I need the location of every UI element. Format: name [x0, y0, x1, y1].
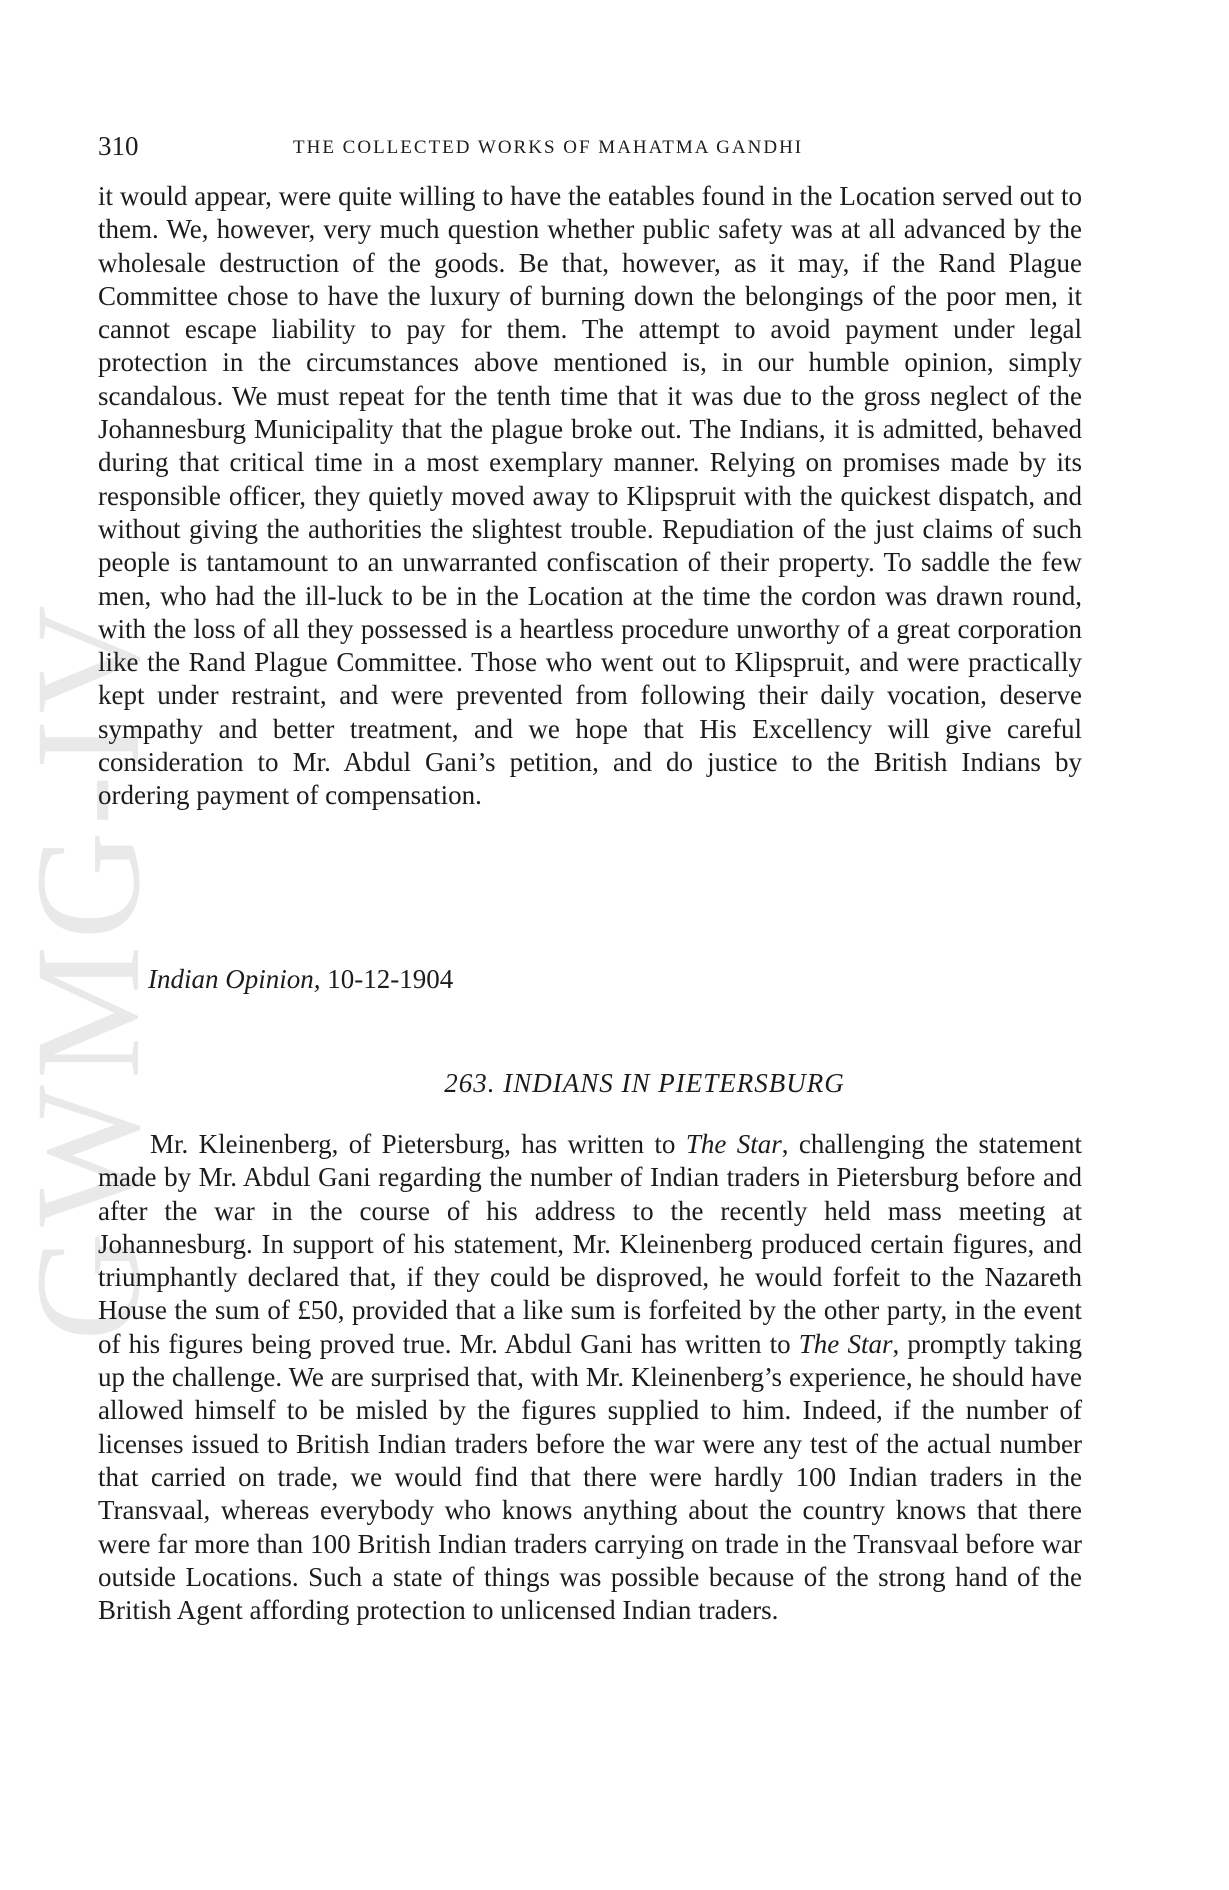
watermark-text: GWMG-IV — [5, 599, 171, 1341]
para-text-3: , promptly taking up the challenge. We are surprised that, with Mr. Kleinenberg’s experience, he should have allowed himself to be misled by the figures supplied to him. Indeed, if the number of licenses issued to British Indian traders before the war were any test of the actual number that carried on trade, we would find that there were hardly 100 Indian traders in the Transvaal, whereas everybody who knows anything about the country knows that there were far more than 100 British Indian traders carrying on trade in the Transvaal before war outside Locations. Such a state of things was possible because of the strong hand of the British Agent affording protection to unlicensed Indian traders. — [98, 1328, 1083, 1626]
running-head — [98, 128, 1082, 164]
source-publication: Indian Opinion, — [148, 964, 321, 994]
newspaper-title: The Star — [685, 1129, 782, 1159]
body-text-continued — [98, 180, 1082, 813]
section-heading-text: 263. INDIANS IN PIETERSBURG — [444, 1068, 845, 1098]
source-date: 10-12-1904 — [327, 964, 454, 994]
body-text-section — [98, 1128, 1082, 1627]
para-text-2: , challenging the statement made by Mr. Abdul Gani regarding the number of Indian traders in Pietersburg before and after the war in the course of his address to the recently held mass meeting at Johannesburg. In support of his statement, Mr. Kleinenberg produced certain figures, and triumphantly declared that, if they could be disproved, he would forfeit to the Nazareth House the sum of £50, provided that a like sum is forfeited by the other party, in the event of his figures being proved true. Mr. Abdul Gani has written to — [98, 1129, 1082, 1359]
newspaper-title: The Star — [798, 1328, 893, 1359]
section-heading — [0, 1066, 1229, 1100]
page-number: 310 — [98, 131, 139, 161]
source-citation — [148, 962, 453, 996]
paragraph-continued: it would appear, were quite willing to have the eatables found in the Location served out to them. We, however, very much question whether public safety was at all advanced by the wholesale destruction of the goods. Be that, however, as it may, if the Rand Plague Committee chose to have the luxury of burning down the belongings of the poor men, it cannot escape liability to pay for them. The attempt to avoid payment under legal protection in the circumstances above mentioned is, in our humble opinion, simply scandalous. We must repeat for the tenth time that it was due to the gross neglect of the Johannesburg Municipality that the plague broke out. The Indians, it is admitted, behaved during that critical time in a most exemplary manner. Relying on promises made by its responsible officer, they quietly moved away to Klipspruit with the quickest dispatch, and without giving the authorities the slightest trouble. Repudiation of the just claims of such people is tantamount to an unwarranted confiscation of their property. To saddle the few men, who had the ill-luck to be in the Location at the time the cordon was drawn round, with the loss of all they possessed is a heartless procedure unworthy of a great corporation like the Rand Plague Committee. Those who went out to Klipspruit, and were practically kept under restraint, and were prevented from following their daily vocation, deserve sympathy and better treatment, and we hope that His Excellency will give careful consideration to Mr. Abdul Gani’s petition, and do justice to the British Indians by ordering payment of compensation. — [98, 181, 1082, 811]
book-title: THE COLLECTED WORKS OF MAHATMA GANDHI — [293, 137, 804, 158]
para-text-1: Mr. Kleinenberg, of Pietersburg, has written to — [150, 1129, 686, 1159]
paragraph-pietersburg — [98, 1128, 1082, 1627]
